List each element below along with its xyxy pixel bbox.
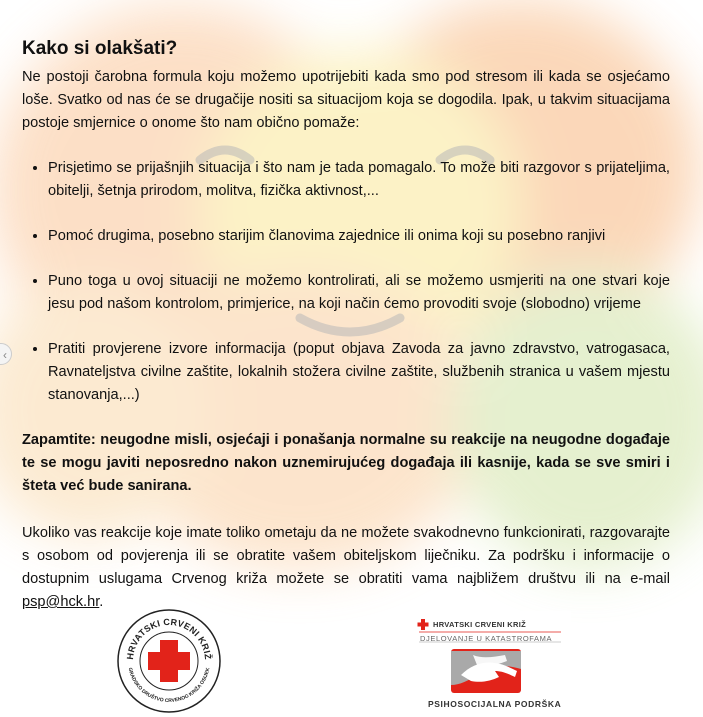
logo-right-subtitle: DJELOVANJE U KATASTROFAMA	[420, 634, 553, 643]
logo-left-top-text: HRVATSKI CRVENI KRIŽ	[124, 616, 214, 661]
logo-left-bottom-text: GRADSKO DRUŠTVO CRVENOG KRIŽA OSIJEK	[126, 667, 212, 705]
article-content	[22, 38, 670, 614]
closing-text: Ukoliko vas reakcije koje imate toliko ometaju da ne možete svakodnevno funkcionirati, razgovarajte s osobom od povjerenja ili se obratite vašem obiteljskom liječniku. Za podršku i informacije o dostupnim uslugama Crvenog križa možete se obratiti vama najbližem društvu ili na e-mail	[22, 525, 670, 587]
page-title: Kako si olakšati?	[22, 38, 178, 59]
list-item: • Puno toga u ovoj situaciji ne možemo kontrolirati, ali se možemo usmjeriti na one stvari koje jesu pod našom kontrolom, primjerice, na koji način ćemo provoditi svoje (slobodno) vrijeme	[48, 270, 670, 316]
red-cross-osijek-logo	[116, 608, 222, 714]
closing-end: .	[99, 594, 104, 610]
list-item: • Pomoć drugima, posebno starijim članovima zajednice ili onima koji su posebno ranjivi	[48, 225, 670, 248]
carousel-previous-button[interactable]: ‹	[0, 343, 12, 365]
tips-list	[22, 157, 670, 407]
list-item: • Prisjetimo se prijašnjih situacija i što nam je tada pomagalo. To može biti razgovor s prijateljima, obitelji, šetnja prirodom, molitva, fizička aktivnost,...	[48, 157, 670, 203]
email-link[interactable]: psp@hck.hr	[22, 594, 100, 610]
logo-right-caption: PSIHOSOCIJALNA PODRŠKA	[428, 699, 562, 709]
closing-paragraph	[22, 522, 670, 614]
helping-hands-icon	[451, 649, 521, 693]
intro-paragraph: Ne postoji čarobna formula koju možemo upotrijebiti kada smo pod stresom ili kada se osjećamo loše. Svatko od nas će se drugačije nositi sa situacijom koja se dogodila. Ipak, u takvim situacijama postoje smjernice o onome što nam obično pomaže:	[22, 69, 670, 131]
disaster-response-psychosocial-logo	[411, 611, 571, 715]
logo-right-title: HRVATSKI CRVENI KRIŽ	[433, 620, 526, 629]
list-item: • Pratiti provjerene izvore informacija (poput objava Zavoda za javno zdravstvo, vatrogasaca, Ravnateljstva civilne zaštite, lokalnih stožera civilne zaštite, službenih stranica u vašem mjestu stanovanja,...)	[48, 338, 670, 407]
reminder-paragraph: Zapamtite: neugodne misli, osjećaji i ponašanja normalne su reakcije na neugodne događaje te se mogu javiti neposredno nakon uznemirujućeg događaja ili kasnije, kada se sve smiri i šteta već bude sanirana.	[22, 432, 670, 494]
